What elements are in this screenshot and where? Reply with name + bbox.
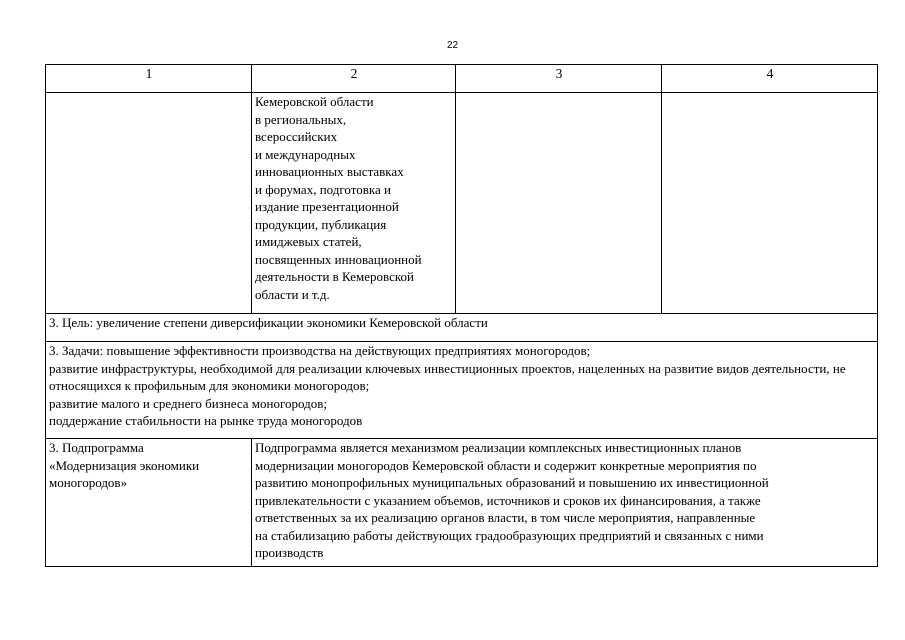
- subprogram-description-cell: Подпрограмма является механизмом реализации комплексных инвестиционных планов модернизации моногородов Кемеровской области и содержит конкретные мероприятия по развитию монопрофильных муниципальных образований и повышению их инвестиционной привлекательности с указанием объемов, источников и сроков их финансирования, а также ответственных за их реализацию органов власти, в том числе мероприятия, направленные на стабилизацию работы действующих градообразующих предприятий и связанных с ними производств: [252, 439, 878, 567]
- tasks-cell: 3. Задачи: повышение эффективности производства на действующих предприятиях моногородов; развитие инфраструктуры, необходимой для реализации ключевых инвестиционных проектов, нацеленных на развитие видов деятельности, не относящихся к профильным для экономики моногородов; развитие малого и среднего бизнеса моногородов; поддержание стабильности на рынке труда моногородов: [46, 342, 878, 439]
- column-header-1: 1: [46, 65, 252, 93]
- table-row: [46, 342, 878, 439]
- column-header-4: 4: [662, 65, 878, 93]
- document-table: [45, 64, 878, 567]
- empty-cell: [662, 93, 878, 314]
- table-row: [46, 314, 878, 342]
- empty-cell: [46, 93, 252, 314]
- goal-cell: 3. Цель: увеличение степени диверсификации экономики Кемеровской области: [46, 314, 878, 342]
- column-header-3: 3: [456, 65, 662, 93]
- subprogram-title-cell: 3. Подпрограмма «Модернизация экономики моногородов»: [46, 439, 252, 567]
- continuation-cell: Кемеровской области в региональных, всероссийских и международных инновационных выставках и форумах, подготовка и издание презентационной продукции, публикация имиджевых статей, посвященных инновационной деятельности в Кемеровской области и т.д.: [252, 93, 456, 314]
- column-header-2: 2: [252, 65, 456, 93]
- table-header-row: [46, 65, 878, 93]
- table-row: [46, 93, 878, 314]
- empty-cell: [456, 93, 662, 314]
- page-number: 22: [446, 40, 459, 51]
- table-row: [46, 439, 878, 567]
